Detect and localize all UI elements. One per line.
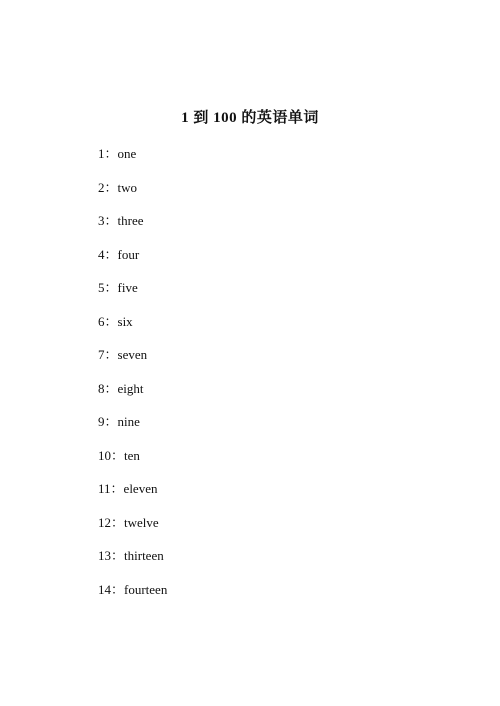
entry-number: 4 (98, 246, 105, 262)
entry-word: eight (117, 380, 144, 396)
entry-number: 2 (98, 179, 105, 195)
entry-word: nine (117, 414, 140, 429)
list-item (98, 211, 167, 245)
list-item (98, 345, 167, 379)
entry-word: eleven (123, 481, 158, 496)
entry-number: 13 (98, 548, 111, 563)
list-item (98, 513, 167, 547)
entry-word: three (117, 213, 144, 228)
entry-separator: ： (111, 548, 125, 563)
entry-separator: ： (104, 146, 118, 161)
entry-number: 8 (98, 380, 105, 396)
page-title: 1 到 100 的英语单词 (181, 110, 319, 126)
number-word-list (98, 144, 167, 613)
entry-separator: ： (111, 447, 125, 463)
entry-word: five (117, 280, 138, 295)
list-item (98, 144, 167, 178)
entry-word: twelve (124, 514, 159, 530)
entry-separator: ： (111, 581, 125, 597)
entry-separator: ： (111, 514, 125, 530)
entry-word: fourteen (124, 581, 168, 597)
entry-separator: ： (104, 380, 118, 396)
entry-word: two (117, 179, 138, 195)
list-item (98, 446, 167, 480)
entry-number: 6 (98, 313, 105, 329)
entry-number: 12 (98, 514, 111, 530)
entry-separator: ： (104, 347, 118, 362)
list-item (98, 245, 167, 279)
entry-word: four (117, 246, 140, 262)
entry-word: six (117, 313, 133, 329)
entry-word: ten (124, 447, 140, 463)
list-item (98, 546, 167, 580)
entry-number: 7 (98, 347, 105, 362)
entry-number: 3 (98, 213, 105, 228)
list-item (98, 479, 167, 513)
entry-separator: ： (110, 481, 124, 496)
list-item (98, 412, 167, 446)
entry-separator: ： (104, 313, 118, 329)
entry-word: thirteen (124, 548, 164, 563)
entry-number: 5 (98, 280, 105, 295)
entry-number: 9 (98, 414, 105, 429)
entry-word: one (117, 146, 137, 161)
entry-separator: ： (104, 280, 118, 295)
entry-word: seven (117, 347, 148, 362)
entry-number: 11 (98, 481, 111, 496)
entry-number: 14 (98, 581, 111, 597)
list-item (98, 379, 167, 413)
entry-separator: ： (104, 179, 118, 195)
entry-number: 1 (98, 146, 105, 161)
entry-separator: ： (104, 246, 118, 262)
entry-separator: ： (104, 213, 118, 228)
list-item (98, 580, 167, 614)
entry-number: 10 (98, 447, 111, 463)
list-item (98, 178, 167, 212)
list-item (98, 312, 167, 346)
entry-separator: ： (104, 414, 118, 429)
list-item (98, 278, 167, 312)
